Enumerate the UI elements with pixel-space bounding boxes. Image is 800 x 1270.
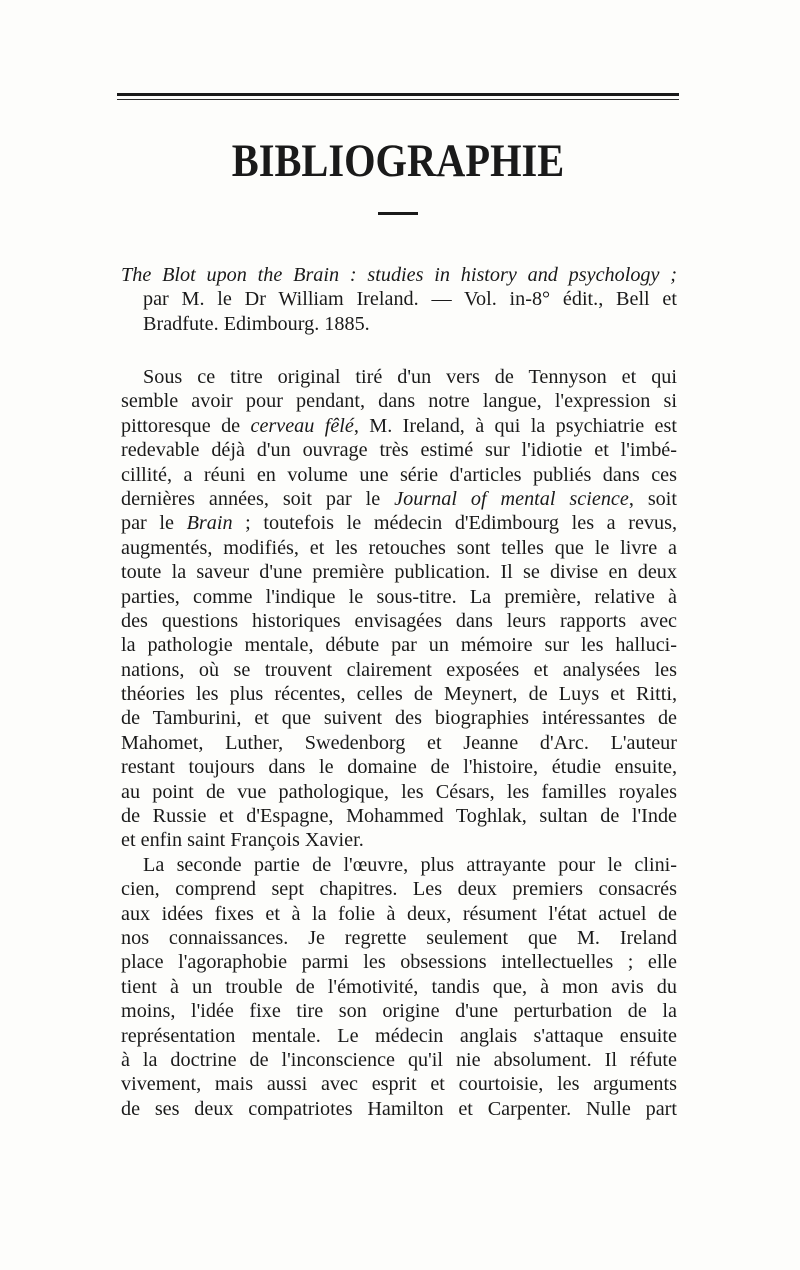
body-line: tient à un trouble de l'émotivité, tandis que, à mon avis du <box>121 975 677 998</box>
body-line: la pathologie mentale, débute par un mémoire sur les halluci- <box>121 634 677 657</box>
body-line: redevable déjà d'un ouvrage très estimé sur l'idiotie et l'imbé- <box>121 439 677 462</box>
body-line: cien, comprend sept chapitres. Les deux premiers consacrés <box>121 878 677 901</box>
body-line: aux idées fixes et à la folie à deux, résument l'état actuel de <box>121 902 677 925</box>
body-line: de Russie et d'Espagne, Mohammed Toghlak, sultan de l'Inde <box>121 805 677 828</box>
body-line: cillité, a réuni en volume une série d'articles publiés dans ces <box>121 463 677 486</box>
body-line: représentation mentale. Le médecin anglais s'attaque ensuite <box>121 1024 677 1047</box>
body-line: nations, où se trouvent clairement exposées et analysées les <box>121 658 677 681</box>
body-line: de Tamburini, et que suivent des biographies intéressantes de <box>121 707 677 730</box>
citation-author-line: par M. le Dr William Ireland. — Vol. in-8° édit., Bell et <box>143 288 677 311</box>
body-line: moins, l'idée fixe tire son origine d'une perturbation de la <box>121 1000 677 1023</box>
body-line: et enfin saint François Xavier. <box>121 829 364 852</box>
title-separator <box>378 212 418 215</box>
body-line: par le Brain ; toutefois le médecin d'Edimbourg les a revus, <box>121 512 677 535</box>
citation-book-title: The Blot upon the Brain : studies in history and psychology ; <box>121 264 677 286</box>
body-line: restant toujours dans le domaine de l'histoire, étudie ensuite, <box>121 756 677 779</box>
body-line: augmentés, modifiés, et les retouches sont telles que le livre a <box>121 536 677 559</box>
body-line: place l'agoraphobie parmi les obsessions intellectuelles ; elle <box>121 951 677 974</box>
body-line: parties, comme l'indique le sous-titre. La première, relative à <box>121 585 677 608</box>
body-line: La seconde partie de l'œuvre, plus attrayante pour le clini- <box>143 853 677 876</box>
body-line: semble avoir pour pendant, dans notre langue, l'expression si <box>121 390 677 413</box>
body-line: pittoresque de cerveau fêlé, M. Ireland, à qui la psychiatrie est <box>121 414 677 437</box>
body-line: Mahomet, Luther, Swedenborg et Jeanne d'Arc. L'auteur <box>121 731 677 754</box>
header-rule-thick <box>117 93 679 96</box>
body-line: des questions historiques envisagées dans leurs rapports avec <box>121 609 677 632</box>
body-line: vivement, mais aussi avec esprit et courtoisie, les arguments <box>121 1073 677 1096</box>
citation-publisher-line: Bradfute. Edimbourg. 1885. <box>143 312 370 335</box>
body-line: au point de vue pathologique, les Césars, les familles royales <box>121 780 677 803</box>
body-line: dernières années, soit par le Journal of mental science, soit <box>121 487 677 510</box>
body-line: à la doctrine de l'inconscience qu'il nie absolument. Il réfute <box>121 1048 677 1071</box>
body-line: nos connaissances. Je regrette seulement que M. Ireland <box>121 926 677 949</box>
review-body <box>121 365 677 1121</box>
body-line: de ses deux compatriotes Hamilton et Carpenter. Nulle part <box>121 1097 677 1120</box>
body-line: Sous ce titre original tiré d'un vers de Tennyson et qui <box>143 366 677 388</box>
book-citation <box>121 263 677 336</box>
body-line: théories les plus récentes, celles de Meynert, de Luys et Ritti, <box>121 683 677 706</box>
body-line: toute la saveur d'une première publication. Il se divise en deux <box>121 561 677 584</box>
header-rule-thin <box>117 99 679 100</box>
section-title: BIBLIOGRAPHIE <box>231 135 565 187</box>
